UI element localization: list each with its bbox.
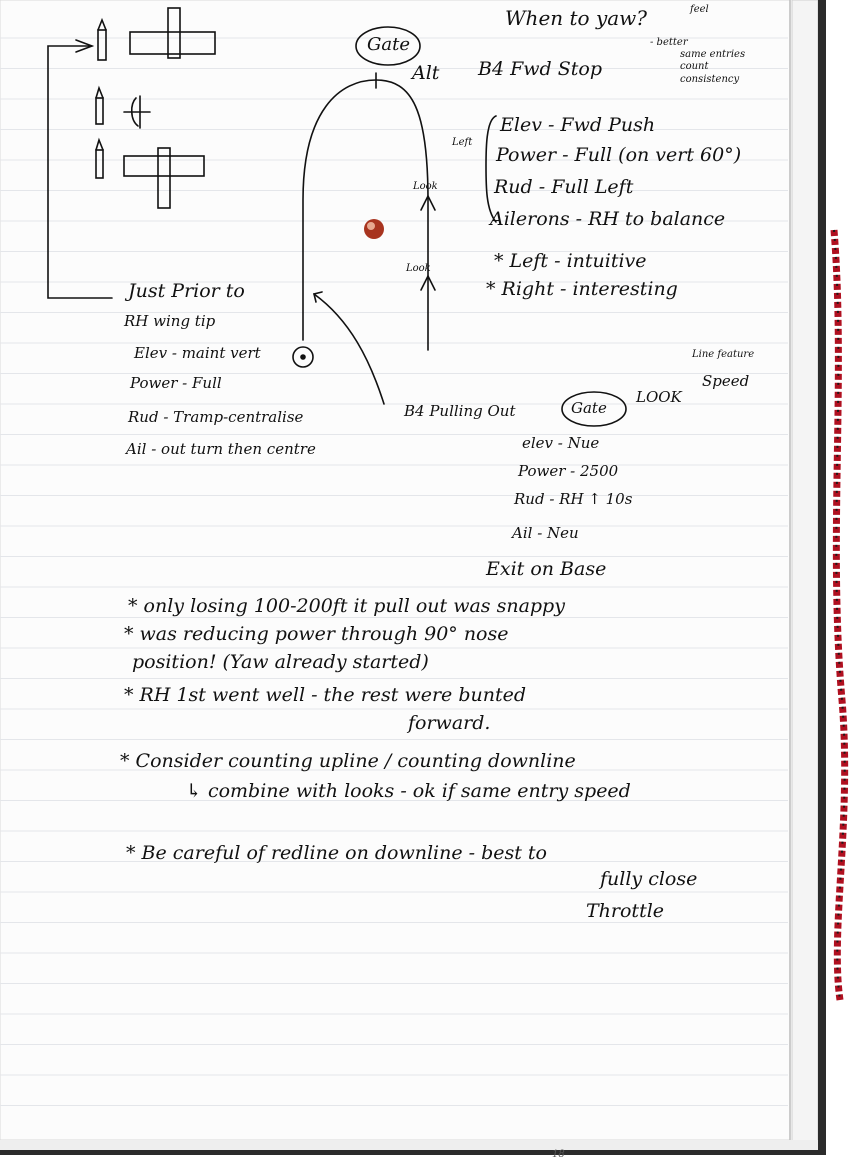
speed-label: Speed <box>702 372 750 390</box>
note-line: Throttle <box>586 900 665 922</box>
note-line: forward. <box>408 712 491 734</box>
note-line: fully close <box>600 868 698 890</box>
pointer-arrow <box>314 292 384 404</box>
alt-label: Alt <box>412 62 440 84</box>
header-note: count <box>680 61 709 72</box>
exit-on-base: Exit on Base <box>486 558 607 580</box>
left-control-item: Power - Full (on vert 60°) <box>496 144 742 166</box>
just-prior-item: Rud - Tramp-centralise <box>128 408 304 426</box>
aircraft-top-view-icon <box>130 8 215 58</box>
left-control-item: Elev - Fwd Push <box>500 114 656 136</box>
loop-path <box>303 73 435 350</box>
left-side-label: Left <box>452 137 473 148</box>
note-line: * was reducing power through 90° nose <box>124 623 509 645</box>
look-bottom-label: LOOK <box>636 388 682 406</box>
aircraft-top-view-icon <box>124 148 204 208</box>
pulling-out-item: Rud - RH ↑ 10s <box>514 490 633 508</box>
look-label: Look <box>406 263 431 274</box>
pulling-out-title: B4 Pulling Out <box>404 402 516 420</box>
note-line: * RH 1st went well - the rest were bunted <box>124 684 527 706</box>
just-prior-item: Ail - out turn then centre <box>126 440 316 458</box>
left-controls-bracket <box>486 116 496 222</box>
note-line: * Be careful of redline on downline - best to <box>126 842 547 864</box>
b4-fwd-stop-label: B4 Fwd Stop <box>478 58 602 80</box>
note-line: * Consider counting upline / counting downline <box>120 750 576 772</box>
gate-top-label: Gate <box>367 34 410 55</box>
left-control-item: Rud - Full Left <box>494 176 634 198</box>
observation-item: * Left - intuitive <box>494 250 647 272</box>
ink-blot <box>364 219 384 239</box>
note-line: position! (Yaw already started) <box>132 651 429 673</box>
header-note: - better <box>650 37 688 48</box>
header-note: feel <box>690 4 709 15</box>
aircraft-front-icon <box>96 140 103 178</box>
header-note: consistency <box>680 74 740 85</box>
look-label: Look <box>413 181 438 192</box>
just-prior-item: Power - Full <box>130 374 222 392</box>
aircraft-front-icon <box>98 20 106 60</box>
header-note: same entries <box>680 49 746 60</box>
gate-bottom-label: Gate <box>571 399 607 417</box>
aircraft-front-icon <box>96 88 103 124</box>
entry-point-marker <box>293 347 313 367</box>
line-feature-label: Line feature <box>692 349 755 360</box>
aircraft-rear-icon <box>124 96 150 128</box>
page-number: 18 <box>552 1149 565 1160</box>
left-control-item: Ailerons - RH to balance <box>490 208 726 230</box>
pulling-out-item: Power - 2500 <box>518 462 619 480</box>
note-line: ↳ combine with looks - ok if same entry speed <box>186 780 631 802</box>
just-prior-title: Just Prior to <box>128 280 245 302</box>
just-prior-title: RH wing tip <box>124 312 216 330</box>
pulling-out-item: elev - Nue <box>522 434 600 452</box>
observation-item: * Right - interesting <box>486 278 678 300</box>
header-question: When to yaw? <box>505 6 648 30</box>
pulling-out-item: Ail - Neu <box>512 524 579 542</box>
note-line: * only losing 100-200ft it pull out was snappy <box>128 595 565 617</box>
just-prior-item: Elev - maint vert <box>134 344 261 362</box>
